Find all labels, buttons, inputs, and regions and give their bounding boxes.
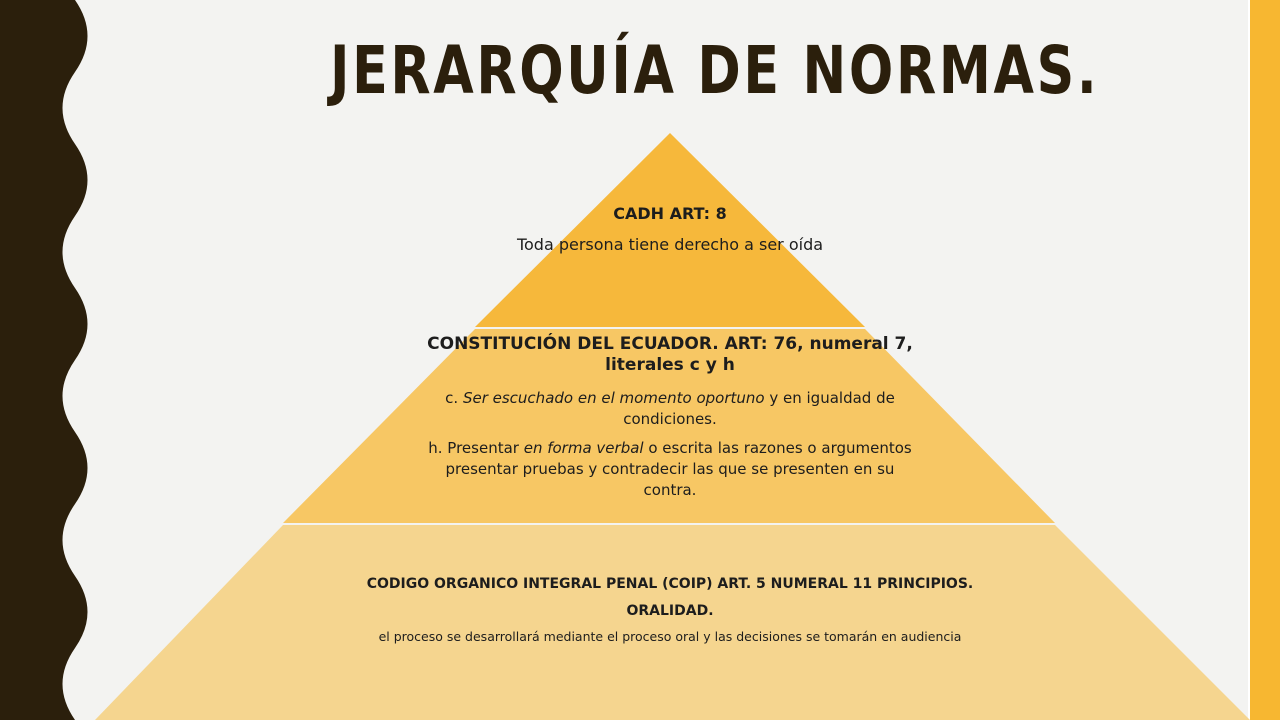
- tier-1-heading: CADH ART: 8: [613, 204, 727, 223]
- literal-c-rest: y en igualdad de condiciones.: [623, 389, 895, 428]
- literal-h-italic: en forma verbal: [523, 439, 644, 457]
- tier-2-literal-c: [420, 388, 920, 430]
- tier-3-text: el proceso se desarrollará mediante el proceso oral y las decisiones se tomarán en audiencia: [378, 629, 962, 644]
- pyramid-tier-1: [470, 204, 870, 254]
- literal-c-italic: Ser escuchado en el momento oportuno: [462, 389, 765, 407]
- literal-c-prefix: c.: [445, 389, 463, 407]
- literal-h-prefix: h. Presentar: [428, 439, 524, 457]
- tier-1-text: Toda persona tiene derecho a ser oída: [516, 235, 824, 254]
- literal-h-rest: o escrita las razones o argumentos presentar pruebas y contradecir las que se presenten en su contra.: [445, 439, 912, 499]
- tier-3-subheading: ORALIDAD.: [626, 603, 714, 619]
- tier-2-literal-h: [420, 438, 920, 501]
- pyramid-tier-3: [300, 576, 1040, 644]
- pyramid-tier-2: [420, 334, 920, 509]
- tier-2-heading: CONSTITUCIÓN DEL ECUADOR. ART: 76, numeral 7, literales c y h: [427, 334, 913, 375]
- tier-3-heading: CODIGO ORGANICO INTEGRAL PENAL (COIP) ART. 5 NUMERAL 11 PRINCIPIOS.: [366, 576, 974, 592]
- slide-title: JERARQUÍA DE NORMAS.: [330, 32, 1100, 109]
